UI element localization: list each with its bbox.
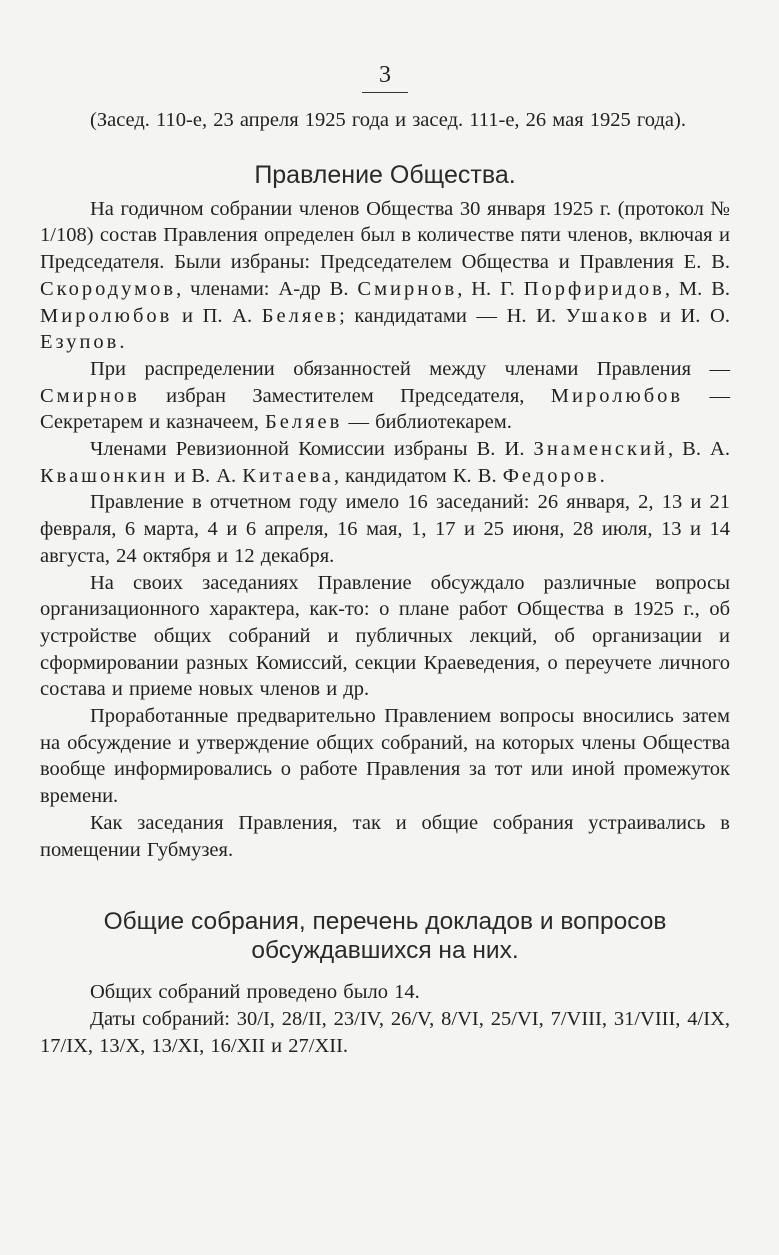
intro-paragraph: (Засед. 110-е, 23 апреля 1925 года и засед. 111-е, 26 мая 1925 года). <box>90 109 686 131</box>
name-mirolyubov-2: Миролюбов <box>550 384 684 407</box>
name-smirnov-2: Смирнов <box>40 384 140 407</box>
board-paragraph-5: На своих заседаниях Правление обсуждало различные вопросы организационного характера, как-то: о плане работ Общества в 1925 г., об устройстве общих собраний и публичных лекций, об организации и сформировании разных Комиссий, секции Краеведения, о переучете личного состава и приеме новых членов и др. <box>40 571 730 701</box>
section-title-board: Правление Общества. <box>254 160 516 189</box>
board-paragraph-3: Членами Ревизионной Комиссии избраны В. И. Знаменский, В. А. Квашонкин и В. А. Китаева, кандидатом К. В. Федоров. <box>40 438 730 487</box>
book-page <box>40 60 730 1059</box>
name-belyaev: Беляев <box>261 304 340 327</box>
page-number-rule <box>362 92 408 93</box>
board-paragraph-2: При распределении обязанностей между членами Правления — Смирнов избран Заместителем Председателя, Миролюбов — Секретарем и казначеем, Беляев — библиотекарем. <box>40 357 730 434</box>
board-paragraph-4: Правление в отчетном году имело 16 заседаний: 26 января, 2, 13 и 21 февраля, 6 марта, 4 и 6 апреля, 16 мая, 1, 17 и 25 июня, 28 июля, 13 и 14 августа, 24 октября и 12 декабря. <box>40 491 730 567</box>
name-fedorov: Федоров <box>502 464 600 487</box>
section-title-meetings <box>40 907 730 965</box>
name-ushakov: Ушаков <box>565 304 651 327</box>
board-paragraph-1: На годичном собрании членов Общества 30 января 1925 г. (протокол № 1/108) состав Правления определен был в количестве пяти членов, включая и Председателя. Были избраны: Председателем Общества и Правления Е. В. Скородумов, членами: А-др В. Смирнов, Н. Г. Порфиридов, М. В. Миролюбов и П. А. Беляев; кандидатами — Н. И. Ушаков и И. О. Езупов. <box>40 197 731 354</box>
meetings-paragraph-1: Общих собраний проведено было 14. <box>90 981 420 1004</box>
name-znamensky: Знаменский <box>533 438 668 461</box>
board-paragraph-7: Как заседания Правления, так и общие собрания устраивались в помещении Губмузея. <box>40 811 730 861</box>
meetings-paragraph-2: Даты собраний: 30/I, 28/II, 23/IV, 26/V, 8/VI, 25/VI, 7/VIII, 31/VIII, 4/IX, 17/IX, 13/X, 13/XI, 16/XII и 27/XII. <box>40 1007 730 1057</box>
name-skorodumov: Скородумов <box>40 277 177 300</box>
name-kitaeva: Китаева <box>242 464 334 487</box>
section-title-meetings-line1: Общие собрания, перечень докладов и вопросов <box>103 908 667 936</box>
name-mirolyubov: Миролюбов <box>40 304 173 327</box>
section-title-meetings-line2: обсуждавшихся на них. <box>251 937 519 965</box>
name-ezupov: Езупов <box>40 331 120 354</box>
board-paragraph-6: Проработанные предварительно Правлением вопросы вносились затем на обсуждение и утверждение общих собраний, на которых члены Общества вообще информировались о работе Правления за тот или иной промежуток времени. <box>40 705 730 808</box>
name-belyaev-2: Беляев <box>265 411 343 434</box>
page-number: 3 <box>379 62 391 88</box>
name-kvashonkin: Квашонкин <box>40 464 169 487</box>
name-porfiridov: Порфиридов <box>523 277 665 300</box>
name-smirnov: Смирнов <box>357 277 458 300</box>
